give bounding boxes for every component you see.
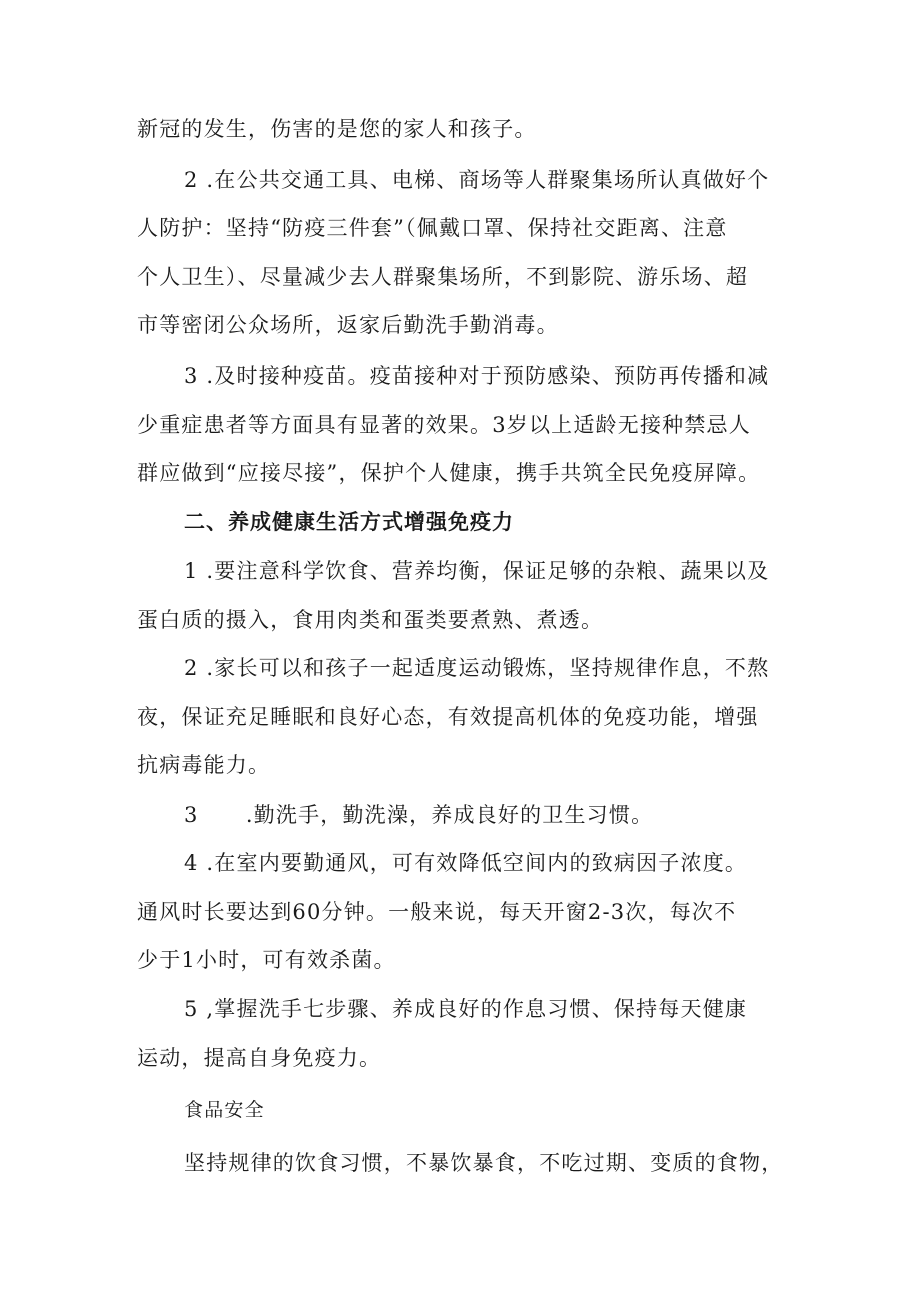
text-line: 2 .在公共交通工具、电梯、商场等人群聚集场所认真做好个 (184, 168, 770, 192)
text-line: 2 .家长可以和孩子一起适度运动锻炼，坚持规律作息，不熬 (184, 656, 770, 680)
text-line: 4 .在室内要勤通风，可有效降低空间内的致病因子浓度。 (184, 851, 748, 875)
text-line: 1 .要注意科学饮食、营养均衡，保证足够的杂粮、蔬果以及 (184, 559, 770, 583)
text-line: 通风时长要达到60分钟。一般来说，每天开窗2-3次，每次不 (137, 900, 737, 924)
text-line: 3 .勤洗手，勤洗澡，养成良好的卫生习惯。 (184, 803, 654, 827)
text-line: 夜，保证充足睡眠和良好心态，有效提高机体的免疫功能，增强 (137, 705, 759, 729)
text-line: 少于1小时，可有效杀菌。 (137, 948, 396, 972)
text-line: 运动，提高自身免疫力。 (137, 1046, 382, 1070)
text-line: 抗病毒能力。 (137, 753, 271, 777)
text-line: 个人卫生）、尽量减少去人群聚集场所，不到影院、游乐场、超 (137, 265, 749, 289)
text-line: 群应做到“应接尽接”，保护个人健康，携手共筑全民免疫屏障。 (137, 461, 761, 485)
text-line: 5 ,掌握洗手七步骤、养成良好的作息习惯、保持每天健康 (184, 997, 748, 1021)
subsection-label: 食品安全 (184, 1099, 265, 1121)
section-heading: 二、养成健康生活方式增强免疫力 (184, 510, 514, 534)
text-line: 新冠的发生，伤害的是您的家人和孩子。 (137, 117, 537, 141)
text-line: 人防护：坚持“防疫三件套”（佩戴口罩、保持社交距离、注意 (137, 216, 728, 240)
text-line: 蛋白质的摄入，食用肉类和蛋类要煮熟、煮透。 (137, 608, 604, 632)
text-line: 坚持规律的饮食习惯，不暴饮暴食，不吃过期、变质的食物， (184, 1151, 784, 1175)
text-line: 少重症患者等方面具有显著的效果。3岁以上适龄无接种禁忌人 (137, 413, 751, 437)
text-line: 3 .及时接种疫苗。疫苗接种对于预防感染、预防再传播和减 (184, 364, 770, 388)
text-line: 市等密闭公众场所，返家后勤洗手勤消毒。 (137, 313, 559, 337)
